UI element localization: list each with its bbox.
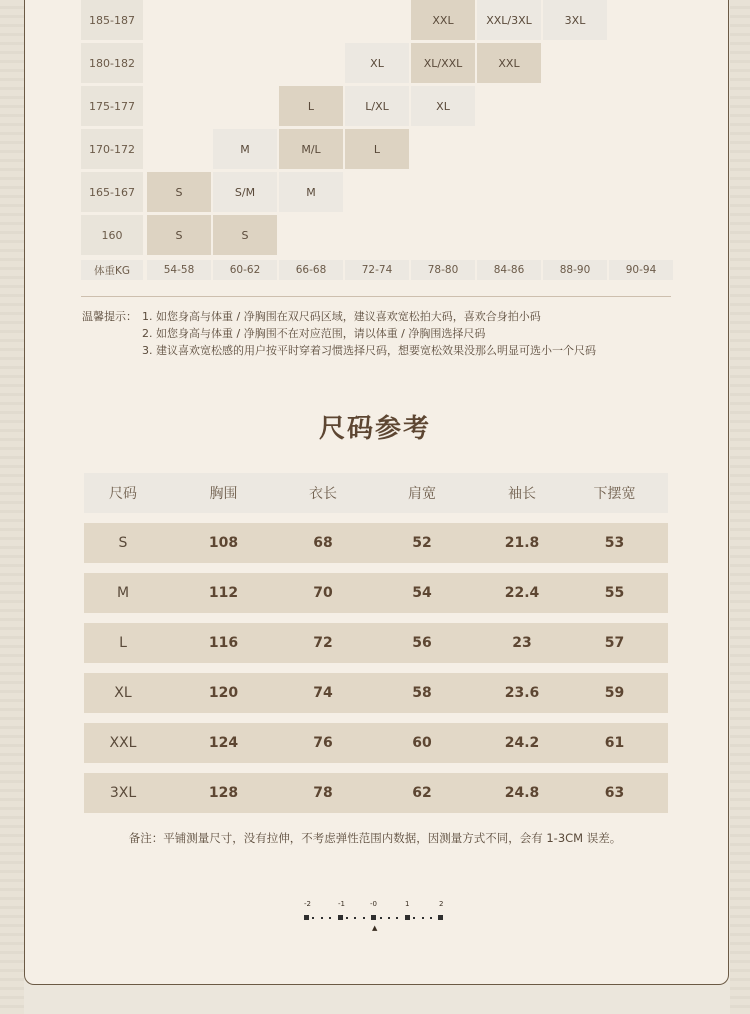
table-cell: 21.8 — [504, 535, 540, 551]
size-cell: M — [213, 129, 277, 169]
table-cell: 59 — [604, 685, 625, 701]
table-cell: XL — [114, 685, 132, 701]
grid-row — [81, 0, 671, 42]
scale-dot — [413, 917, 415, 919]
size-cell: XXL — [411, 0, 475, 40]
size-cell: XL/XXL — [411, 43, 475, 83]
size-cell: S/M — [213, 172, 277, 212]
table-cell: 124 — [208, 735, 239, 751]
weight-cell: 54-58 — [147, 260, 211, 280]
table-row — [84, 723, 668, 763]
grid-row — [81, 86, 671, 128]
weight-cell: 90-94 — [609, 260, 673, 280]
scale-dot — [405, 915, 410, 920]
right-page-edge — [730, 0, 750, 1014]
scale-label: 1 — [405, 900, 410, 908]
header-cell: 下摆宽 — [593, 486, 636, 502]
scale-arrow-icon: ▲ — [372, 924, 378, 932]
size-cell: 3XL — [543, 0, 607, 40]
table-cell: 61 — [604, 735, 625, 751]
header-cell: 胸围 — [209, 486, 238, 502]
table-cell: 112 — [208, 585, 239, 601]
tips — [82, 308, 596, 359]
scale-dot — [430, 917, 432, 919]
grid-row — [81, 43, 671, 85]
table-row — [84, 623, 668, 663]
scale-dot — [321, 917, 323, 919]
weight-row — [81, 260, 671, 280]
tip-2: 2. 如您身高与体重 / 净胸围不在对应范围，请以体重 / 净胸围选择尺码 — [142, 327, 486, 340]
height-label: 175-177 — [81, 86, 143, 126]
grid-row — [81, 172, 671, 214]
tip-1: 1. 如您身高与体重 / 净胸围在双尺码区域，建议喜欢宽松拍大码，喜欢合身拍小码 — [142, 310, 541, 323]
table-cell: 78 — [313, 785, 333, 801]
table-cell: 3XL — [109, 785, 137, 801]
table-cell: 74 — [313, 685, 333, 701]
height-label: 165-167 — [81, 172, 143, 212]
scale-bar — [304, 914, 446, 922]
table-cell: 62 — [412, 785, 432, 801]
table-cell: 56 — [412, 635, 432, 651]
header-cell: 袖长 — [508, 486, 536, 502]
table-cell: 55 — [604, 585, 625, 601]
table-row — [84, 573, 668, 613]
table-cell: 120 — [208, 685, 239, 701]
table-cell: 63 — [604, 785, 625, 801]
header-cell: 衣长 — [309, 486, 337, 502]
table-cell: 60 — [412, 735, 432, 751]
size-cell: M — [279, 172, 343, 212]
weight-label: 体重KG — [81, 260, 143, 280]
table-cell: 52 — [412, 535, 432, 551]
table-cell: 54 — [412, 585, 432, 601]
scale-label: -2 — [304, 900, 311, 908]
size-cell: XXL/3XL — [477, 0, 541, 40]
table-cell: 76 — [313, 735, 333, 751]
weight-cell: 78-80 — [411, 260, 475, 280]
measurement-note: 备注：平铺测量尺寸，没有拉伸，不考虑弹性范围内数据，因测量方式不同，会有 1-3CM 误差。 — [128, 831, 622, 845]
header-cell: 肩宽 — [408, 486, 436, 502]
table-cell: S — [118, 535, 128, 551]
header-cell: 尺码 — [109, 486, 137, 502]
scale-dot — [380, 917, 382, 919]
tips-head: 温馨提示： — [82, 310, 137, 323]
scale-dot — [312, 917, 314, 919]
section-title: 尺码参考 — [318, 414, 431, 444]
scale-dot — [422, 917, 424, 919]
size-cell: S — [147, 172, 211, 212]
table-cell: 24.8 — [504, 785, 540, 801]
height-label: 160 — [81, 215, 143, 255]
table-cell: L — [119, 635, 127, 651]
table-cell: 116 — [208, 635, 239, 651]
table-cell: 72 — [313, 635, 333, 651]
table-cell: 23 — [512, 635, 532, 651]
height-label: 170-172 — [81, 129, 143, 169]
table-cell: 22.4 — [504, 585, 540, 601]
scale-dot — [396, 917, 398, 919]
size-table-header — [84, 473, 668, 513]
scale-dot — [304, 915, 309, 920]
table-cell: 108 — [208, 535, 239, 551]
size-cell: M/L — [279, 129, 343, 169]
weight-cell: 72-74 — [345, 260, 409, 280]
scale-dot — [346, 917, 348, 919]
table-cell: 128 — [208, 785, 239, 801]
tip-3: 3. 建议喜欢宽松感的用户按平时穿着习惯选择尺码，想要宽松效果没那么明显可选小一个尺码 — [142, 344, 596, 357]
grid-row — [81, 129, 671, 171]
height-label: 185-187 — [81, 0, 143, 40]
scale-dot — [438, 915, 443, 920]
weight-cell: 60-62 — [213, 260, 277, 280]
table-cell: 53 — [604, 535, 625, 551]
weight-cell: 66-68 — [279, 260, 343, 280]
scale-indicator — [300, 900, 450, 940]
size-cell: L — [279, 86, 343, 126]
scale-dot — [371, 915, 376, 920]
table-cell: 24.2 — [504, 735, 540, 751]
size-cell: XL — [411, 86, 475, 126]
size-cell: XXL — [477, 43, 541, 83]
scale-dot — [338, 915, 343, 920]
size-cell: S — [213, 215, 277, 255]
table-row — [84, 773, 668, 813]
table-row — [84, 523, 668, 563]
weight-cell: 84-86 — [477, 260, 541, 280]
table-cell: 23.6 — [504, 685, 540, 701]
table-cell: 57 — [604, 635, 625, 651]
scale-dot — [354, 917, 356, 919]
divider — [81, 296, 671, 297]
scale-label: 2 — [439, 900, 444, 908]
size-cell: L — [345, 129, 409, 169]
table-cell: M — [116, 585, 130, 601]
scale-label: -1 — [338, 900, 345, 908]
size-cell: L/XL — [345, 86, 409, 126]
scale-dot — [363, 917, 365, 919]
size-cell: XL — [345, 43, 409, 83]
table-cell: 68 — [313, 535, 333, 551]
scale-label: -0 — [370, 900, 377, 908]
grid-row — [81, 215, 671, 257]
table-cell: XXL — [109, 735, 137, 751]
scale-dot — [329, 917, 331, 919]
table-cell: 58 — [412, 685, 432, 701]
size-cell: S — [147, 215, 211, 255]
table-cell: 70 — [313, 585, 333, 601]
table-row — [84, 673, 668, 713]
left-page-edge — [0, 0, 24, 1014]
height-label: 180-182 — [81, 43, 143, 83]
scale-dot — [388, 917, 390, 919]
weight-cell: 88-90 — [543, 260, 607, 280]
